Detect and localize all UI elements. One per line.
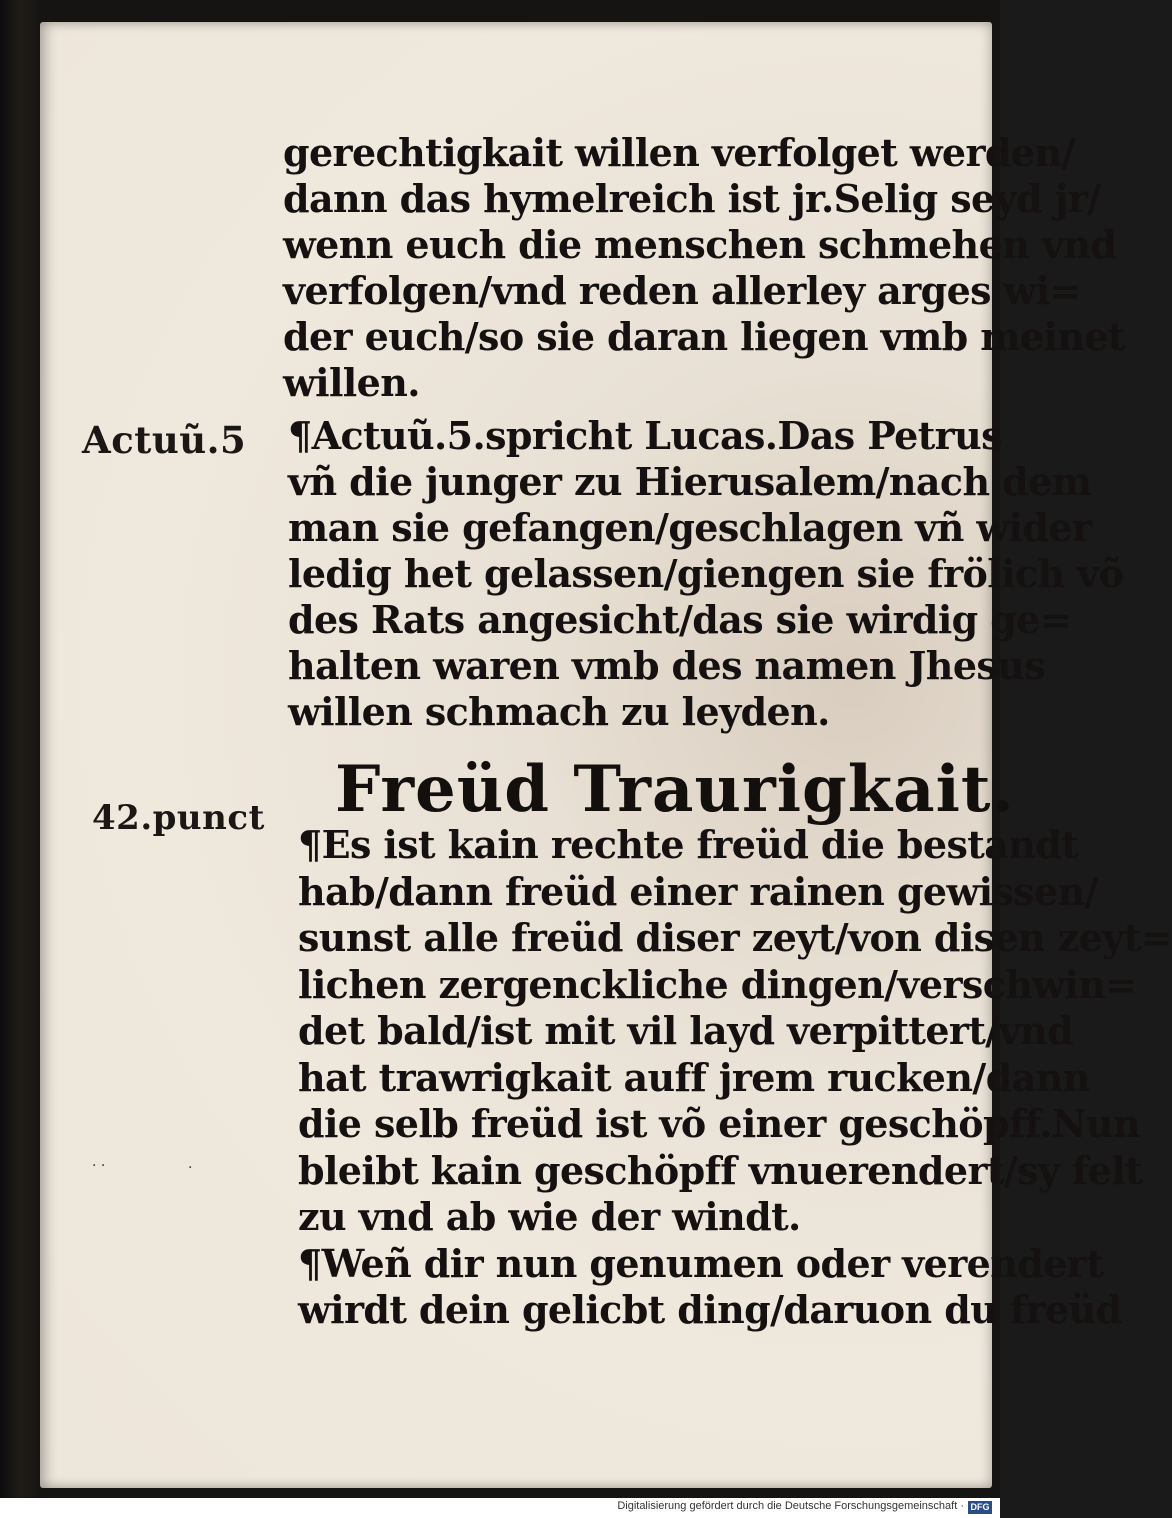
text-line: willen. xyxy=(283,360,420,405)
footer-bar xyxy=(0,1498,1000,1518)
text-line: sunst alle freüd diser zeyt/von disen zeyt= xyxy=(298,915,1172,960)
paragraph-3 xyxy=(298,822,1172,1334)
text-line: ¶Weñ dir nun genumen oder verendert xyxy=(298,1240,1104,1286)
text-line: wenn euch die menschen schmehen vnd xyxy=(283,222,1117,267)
text-line: die selb freüd ist võ einer geschöpff.Nun xyxy=(298,1101,1140,1146)
margin-note-punct: 42.punct xyxy=(92,798,265,838)
text-line: verfolgen/vnd reden allerley arges wi= xyxy=(283,268,1081,313)
text-line: hab/dann freüd einer rainen gewissen/ xyxy=(298,868,1098,914)
text-line: ¶Es ist kain rechte freüd die bestandt xyxy=(298,822,1079,867)
margin-note-actuum: Actuũ.5 xyxy=(82,418,247,462)
text-line: lichen zergenckliche dingen/verschwin= xyxy=(298,961,1137,1007)
ink-speck: · · xyxy=(92,1158,106,1174)
text-line: bleibt kain geschöpff vnuerendert/sy felt xyxy=(298,1147,1143,1193)
text-line: willen schmach zu leyden. xyxy=(288,689,830,734)
text-line: halten waren vmb des namen Jhesus xyxy=(288,643,1046,688)
text-line: der euch/so sie daran liegen vmb meinet xyxy=(283,314,1125,359)
text-line: des Rats angesicht/das sie wirdig ge= xyxy=(288,597,1072,642)
text-line: wirdt dein gelicbt ding/daruon du freüd xyxy=(298,1287,1122,1332)
text-line: det bald/ist mit vil layd verpittert/vnd xyxy=(298,1008,1074,1053)
text-line: dann das hymelreich ist jr.Selig seyd jr/ xyxy=(283,176,1101,221)
paragraph-2 xyxy=(288,413,1124,735)
footer-credit: Digitalisierung gefördert durch die Deutsche Forschungsgemeinschaft · xyxy=(617,1500,964,1512)
paragraph-1 xyxy=(283,130,1125,406)
text-line: ledig het gelassen/giengen sie frölich võ xyxy=(288,551,1124,596)
dfg-logo-icon: DFG xyxy=(968,1501,992,1514)
text-line: zu vnd ab wie der windt. xyxy=(298,1194,801,1239)
text-line: vñ die junger zu Hierusalem/nach dem xyxy=(288,459,1092,504)
text-line: ¶Actuũ.5.spricht Lucas.Das Petrus xyxy=(288,413,1002,458)
text-line: gerechtigkait willen verfolget werden/ xyxy=(283,130,1075,175)
text-line: hat trawrigkait auff jrem rucken/dann xyxy=(298,1054,1090,1100)
text-line: man sie gefangen/geschlagen vñ wider xyxy=(288,505,1092,550)
ink-speck: · xyxy=(188,1160,193,1176)
section-heading: Freüd Traurigkait. xyxy=(335,752,1015,827)
